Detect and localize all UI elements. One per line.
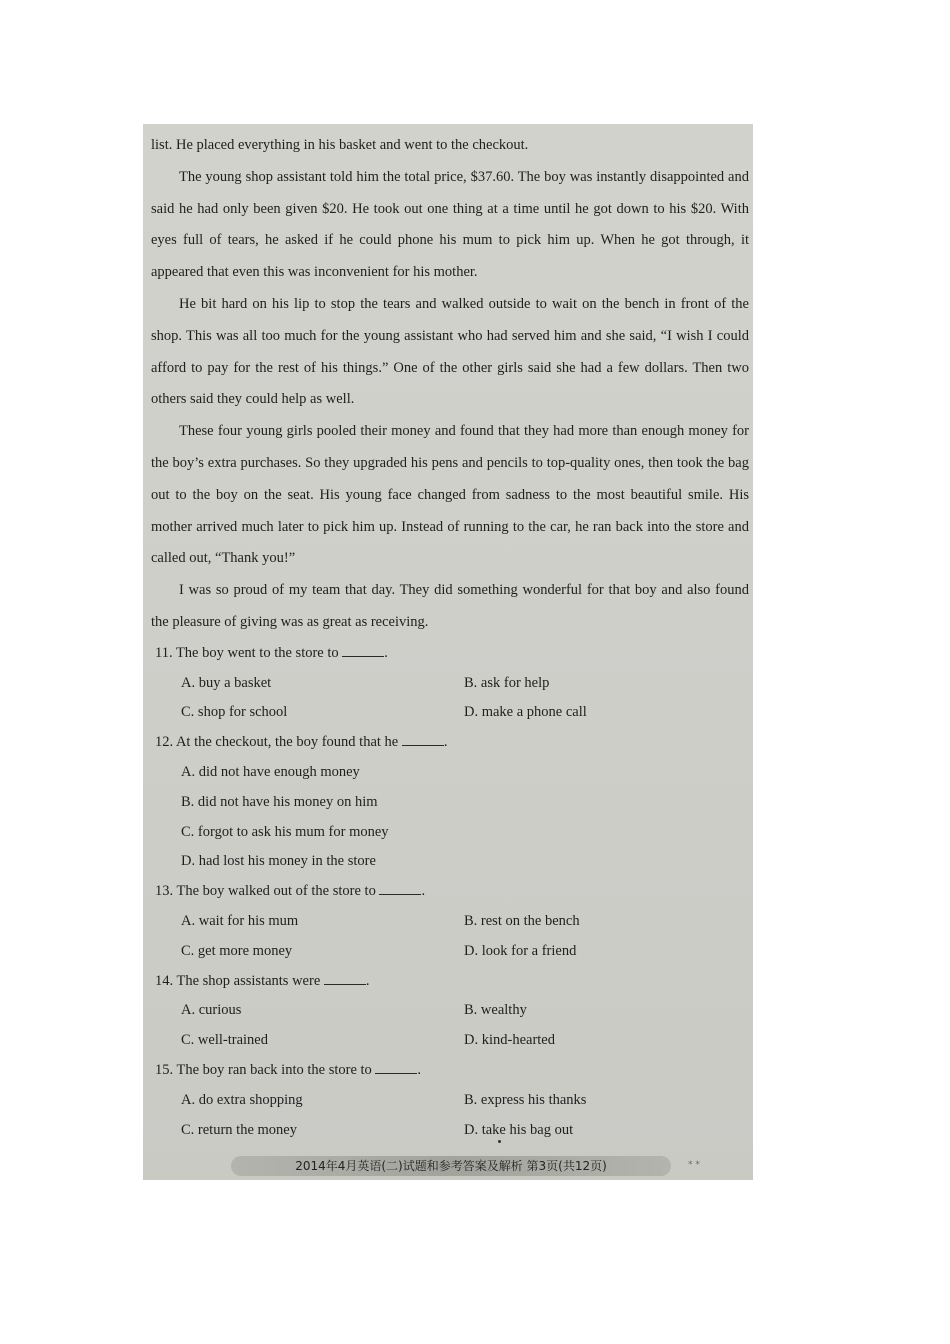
option-row	[151, 1026, 749, 1056]
answer-option[interactable]: D. had lost his money in the store	[181, 853, 376, 870]
option-row	[151, 847, 749, 877]
answer-blank	[342, 644, 384, 657]
question-stem	[151, 1056, 749, 1086]
passage-paragraph: list. He placed everything in his basket and went to the checkout.	[151, 137, 529, 153]
answer-option[interactable]: A. do extra shopping	[181, 1091, 303, 1108]
answer-blank	[324, 972, 366, 985]
option-row	[151, 818, 749, 848]
question-stem	[151, 877, 749, 907]
answer-option[interactable]: B. did not have his money on him	[181, 793, 378, 810]
reading-passage	[151, 130, 749, 639]
question-item	[151, 728, 749, 877]
answer-option[interactable]: B. wealthy	[464, 1002, 527, 1019]
option-row	[151, 698, 749, 728]
question-punctuation: .	[384, 644, 388, 661]
passage-paragraph: These four young girls pooled their money and found that they had more than enough money for the boy’s extra purchases. So they upgraded his pens and pencils to top-quality ones, then took the bag out to the boy on the seat. His young face changed from sadness to the most beautiful smile. His mother arrived much later to pick him up. Instead of running to the car, he ran back into the store and called out, “Thank you!”	[151, 423, 749, 567]
answer-blank	[379, 882, 421, 895]
passage-paragraph: I was so proud of my team that day. They did something wonderful for that boy and also found the pleasure of giving was as great as receiving.	[151, 582, 749, 630]
answer-option[interactable]: B. ask for help	[464, 674, 550, 691]
answer-option[interactable]: D. kind-hearted	[464, 1032, 555, 1049]
question-item	[151, 877, 749, 966]
passage-paragraph: He bit hard on his lip to stop the tears and walked outside to wait on the bench in front of the shop. This was all too much for the young assistant who had served him and she said, “I wish I could afford to pay for the rest of his things.” One of the other girls said she had a few dollars. Then two others said they could help as well.	[151, 295, 749, 408]
answer-option[interactable]: C. forgot to ask his mum for money	[181, 823, 389, 840]
option-row	[151, 1116, 749, 1146]
answer-blank	[402, 733, 444, 746]
question-text: 15. The boy ran back into the store to	[155, 1061, 376, 1078]
option-row	[151, 788, 749, 818]
question-stem	[151, 639, 749, 669]
question-punctuation: .	[443, 734, 448, 751]
answer-option[interactable]: A. curious	[181, 1002, 242, 1019]
question-item	[151, 967, 749, 1056]
answer-option[interactable]: B. express his thanks	[464, 1091, 587, 1108]
answer-blank	[375, 1061, 417, 1074]
answer-option[interactable]: C. shop for school	[181, 704, 288, 721]
question-list	[151, 639, 749, 1146]
option-row	[151, 907, 749, 937]
question-text: 13. The boy walked out of the store to	[155, 883, 380, 900]
scanned-page	[143, 124, 753, 1180]
option-row	[151, 937, 749, 967]
question-stem	[151, 967, 749, 997]
question-text: 11. The boy went to the store to	[155, 644, 343, 661]
dot-mark	[498, 1140, 501, 1143]
question-stem	[151, 728, 749, 758]
answer-option[interactable]: D. make a phone call	[464, 704, 587, 721]
question-item	[151, 639, 749, 728]
question-punctuation: .	[365, 972, 370, 989]
answer-option[interactable]: A. did not have enough money	[181, 763, 360, 780]
passage-paragraph: The young shop assistant told him the total price, $37.60. The boy was instantly disappointed and said he had only been given $20. He took out one thing at a time until he got down to his $20. With eyes full of tears, he asked if he could phone his mum to pick him up. When he got through, it appeared that even this was inconvenient for his mother.	[151, 168, 749, 281]
question-text: 12. At the checkout, the boy found that he	[155, 734, 402, 751]
page-content	[151, 130, 749, 1145]
answer-option[interactable]: C. return the money	[181, 1121, 297, 1138]
answer-option[interactable]: A. buy a basket	[181, 674, 272, 691]
page-footer: 2014年4月英语(二)试题和参考答案及解析 第3页(共12页)	[231, 1156, 671, 1176]
question-punctuation: .	[417, 1061, 422, 1078]
option-row	[151, 996, 749, 1026]
question-punctuation: .	[421, 883, 426, 900]
answer-option[interactable]: C. well-trained	[181, 1032, 268, 1049]
option-row	[151, 669, 749, 699]
answer-option[interactable]: C. get more money	[181, 942, 293, 959]
question-item	[151, 1056, 749, 1145]
answer-option[interactable]: A. wait for his mum	[181, 912, 299, 929]
footer-mark: * *	[688, 1160, 700, 1170]
option-row	[151, 758, 749, 788]
option-row	[151, 1086, 749, 1116]
answer-option[interactable]: D. take his bag out	[464, 1121, 574, 1138]
question-text: 14. The shop assistants were	[155, 972, 324, 989]
answer-option[interactable]: D. look for a friend	[464, 942, 577, 959]
answer-option[interactable]: B. rest on the bench	[464, 912, 580, 929]
